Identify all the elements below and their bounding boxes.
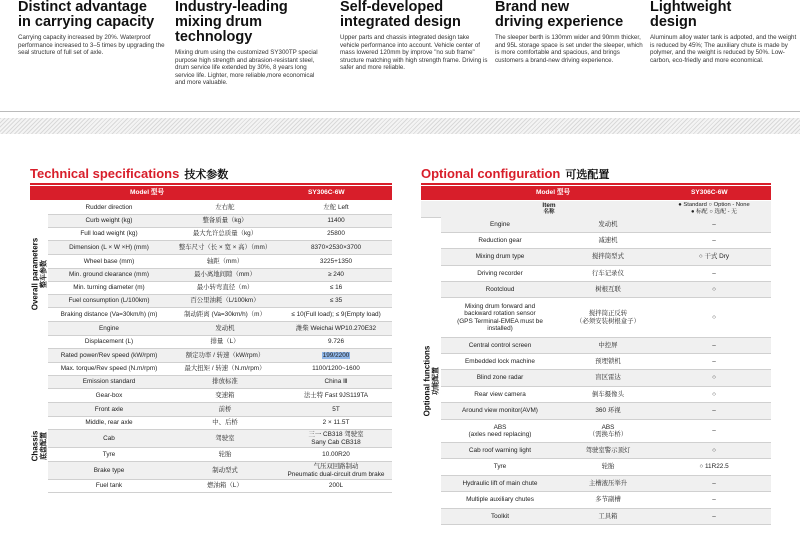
table-row	[441, 354, 771, 370]
feature-block	[18, 0, 168, 57]
feature-title-line: Lightweight	[650, 0, 732, 15]
option-name-en: ABS (axles need replacing)	[468, 423, 532, 438]
option-name-cn: 行车记录仪	[592, 269, 624, 277]
tech-head-value: SY306C-6W	[308, 189, 345, 196]
spec-name-cn: 制动距离 (Va=30km/h)（m）	[184, 310, 266, 318]
tech-group-overall	[30, 202, 48, 346]
feature-desc: Carrying capacity increased by 20%. Waterproof performance increased to 3–5 times by upgrading the seal structure of full set of axle.	[18, 34, 165, 57]
option-name-en: Reduction gear	[478, 236, 522, 244]
table-row	[441, 459, 771, 476]
option-value: ○	[712, 285, 716, 293]
opt-sub-item-cn: 名称	[543, 209, 555, 215]
option-value: ○	[712, 390, 716, 398]
opt-sub-item-en: Item	[542, 201, 556, 209]
option-value: –	[712, 220, 716, 228]
spec-name-cn: 燃油箱（L）	[207, 482, 243, 490]
option-name-en: Engine	[490, 220, 510, 228]
feature-title-line: driving experience	[495, 14, 624, 30]
feature-desc: Upper parts and chassis integrated design take vehicle performance into account. Vehicle center of mass lowered 120mm by improve "no sub frame" structure matching with high strength frame. Driving is safer and more reliable.	[340, 34, 488, 72]
spec-name-en: Gear-box	[95, 391, 123, 399]
feature-title-line: in carrying capacity	[18, 14, 155, 30]
table-row	[48, 241, 392, 255]
spec-name-en: Min. ground clearance (mm)	[69, 271, 149, 279]
spec-name-cn: 整车尺寸（长 × 宽 × 高）（mm）	[178, 243, 272, 251]
spec-name-en: Brake type	[93, 466, 125, 474]
spec-name-en: Rated power/Rev speed (kW/rpm)	[60, 351, 158, 359]
tech-title	[30, 166, 228, 182]
spec-name-en: Tyre	[102, 450, 116, 458]
spec-name-en: Min. turning diameter (m)	[73, 284, 145, 292]
table-row	[48, 363, 392, 376]
hatch-band	[0, 118, 800, 134]
spec-value: 三一 CB318 驾驶室 Sany Cab CB318	[308, 431, 364, 446]
tech-group-chassis-cn: 底盘配置	[40, 431, 47, 460]
feature-title	[495, 0, 645, 30]
table-row	[441, 233, 771, 249]
option-name-en: Rootcloud	[485, 285, 515, 293]
table-row	[48, 336, 392, 349]
table-row	[48, 269, 392, 282]
spec-name-en: Middle, rear axle	[85, 419, 133, 427]
spec-value: China Ⅲ	[324, 378, 348, 386]
option-name-cn: 主槽液压举升	[588, 479, 628, 487]
table-row	[48, 480, 392, 493]
option-value: ○ 干式 Dry	[698, 253, 730, 261]
spec-value: ≤ 35	[329, 297, 343, 305]
table-row	[441, 443, 771, 459]
option-name-en: Cab roof warning light	[468, 446, 532, 454]
opt-sub-item	[441, 201, 657, 217]
spec-value: 潍柴 Weichai WP10.270E32	[295, 324, 377, 332]
opt-subheader	[421, 201, 771, 218]
table-row	[48, 349, 392, 363]
feature-desc: Mixing drum using the customized SY300TP special purpose high strength and abrasion-resistant steel, drum service life extended by 30%, 8 years long service life. Lighter, more reliable,more economical and more valuable.	[175, 49, 318, 87]
option-name-cn: 驾驶室警示顶灯	[585, 446, 631, 454]
spec-value: ≥ 240	[328, 271, 344, 279]
spec-value: 10.00R20	[322, 450, 350, 458]
spec-value: 法士特 Fast 9JS119TA	[303, 391, 369, 399]
option-value: –	[712, 236, 716, 244]
feature-title	[175, 0, 325, 45]
table-row	[48, 389, 392, 403]
spec-name-cn: 中、后桥	[212, 419, 238, 427]
option-name-en: Tyre	[493, 463, 507, 471]
option-name-cn: 中控屏	[598, 341, 618, 349]
tech-head-model: Model 型号	[130, 189, 165, 196]
spec-name-en: Fuel consumption (L/100km)	[68, 297, 150, 305]
table-row	[48, 215, 392, 228]
spec-name-cn: 最大允许总质量（kg）	[192, 230, 258, 238]
spec-name-cn: 百公里油耗（L/100km）	[190, 297, 260, 305]
table-row	[441, 370, 771, 387]
feature-title	[340, 0, 490, 30]
table-row	[48, 417, 392, 430]
opt-legend	[657, 201, 771, 217]
table-row	[48, 295, 392, 308]
option-value: ○	[712, 313, 716, 321]
opt-head-model: Model 型号	[536, 189, 571, 196]
tech-group-chassis-en: Chassis	[30, 430, 39, 461]
tech-group-overall-cn: 整车参数	[40, 260, 47, 288]
tech-header	[30, 186, 392, 200]
table-row	[441, 282, 771, 298]
feature-block	[175, 0, 325, 87]
option-name-cn: 倒车摄像头	[592, 390, 624, 398]
option-name-cn: 360 环视	[595, 407, 621, 415]
option-name-en: Around view monitor(AVM)	[462, 407, 538, 415]
opt-group-en: Optional functions	[422, 345, 432, 417]
table-row	[48, 430, 392, 448]
option-name-cn: 搅拌筒型式	[592, 253, 624, 261]
feature-title	[18, 0, 168, 30]
feature-title-line: integrated design	[340, 14, 461, 30]
feature-title-line: Brand new	[495, 0, 570, 15]
feature-title-line: mixing drum technology	[175, 14, 263, 45]
spec-name-en: Max. torque/Rev speed (N.m/rpm)	[60, 365, 158, 373]
option-value: –	[712, 407, 716, 415]
tech-red-rule	[30, 183, 392, 185]
spec-name-en: Wheel base (mm)	[83, 257, 135, 265]
spec-name-en: Full load weight (kg)	[80, 230, 138, 238]
option-name-cn: 多节副槽	[595, 496, 621, 504]
option-name-cn: 树根互联	[595, 285, 621, 293]
table-row	[48, 282, 392, 295]
spec-value: 25800	[327, 230, 345, 238]
spec-name-cn: 最小离地间隙（mm）	[194, 271, 256, 279]
option-value: ○ 11R22.5	[699, 463, 729, 471]
feature-title	[650, 0, 800, 30]
table-row	[441, 217, 771, 233]
option-value: –	[712, 269, 716, 277]
feature-desc: The sleeper berth is 130mm wider and 90mm thicker, and 95L storage space is set under the sleeper, which is more comfortable and spacious, and brings customers a brand-new driving experience.	[495, 34, 643, 64]
option-value: –	[712, 512, 716, 520]
feature-block	[495, 0, 645, 64]
spec-value: 3225+1350	[319, 257, 353, 265]
spec-name-en: Dimension (L × W ×H) (mm)	[69, 243, 149, 251]
option-name-en: Mixing drum type	[475, 253, 525, 261]
spec-value: 200L	[328, 482, 344, 490]
spec-value: 8370×2530×3700	[310, 243, 362, 251]
spec-name-cn: 驾驶室	[215, 434, 235, 442]
opt-group-cn: 功能配置	[432, 367, 440, 396]
spec-name-en: Emission standard	[82, 378, 136, 386]
tech-title-en: Technical specifications	[30, 166, 180, 181]
table-row	[48, 403, 392, 417]
spec-value: 左舵 Left	[323, 204, 349, 212]
table-row	[441, 387, 771, 403]
option-name-en: Multiple auxiliary chutes	[466, 496, 534, 504]
option-value: ○	[712, 446, 716, 454]
spec-name-cn: 最大扭矩 / 转速（N.m/rpm）	[184, 365, 266, 373]
spec-value: ≤ 16	[329, 284, 343, 292]
opt-title-cn: 可选配置	[565, 169, 610, 181]
spec-value: 199/2200	[322, 351, 350, 359]
table-row	[441, 420, 771, 443]
option-value: –	[712, 427, 716, 435]
option-name-cn: 工具箱	[598, 512, 618, 520]
spec-name-cn: 制动型式	[212, 466, 238, 474]
feature-title-line: Industry-leading	[175, 0, 288, 15]
option-name-cn: 预埋锁机	[595, 357, 621, 365]
option-value: –	[712, 479, 716, 487]
option-name-cn: 减速机	[598, 236, 618, 244]
table-row	[441, 266, 771, 282]
option-name-en: Blind zone radar	[476, 374, 524, 382]
table-row	[48, 448, 392, 462]
spec-name-cn: 排放标准	[212, 378, 238, 386]
opt-group-functions	[421, 217, 441, 545]
spec-name-cn: 左右舵	[215, 204, 235, 212]
spec-name-en: Displacement (L)	[84, 338, 134, 346]
opt-red-rule	[421, 183, 771, 185]
opt-title	[421, 166, 609, 182]
table-row	[441, 509, 771, 525]
spec-value: ≤ 10(Full load); ≤ 9(Empty load)	[291, 310, 381, 318]
feature-block	[340, 0, 490, 72]
opt-header	[421, 186, 771, 200]
spec-name-en: Curb weight (kg)	[85, 217, 133, 225]
spec-value: 9.726	[328, 338, 344, 346]
table-row	[48, 376, 392, 389]
spec-name-en: Fuel tank	[95, 482, 123, 490]
tech-title-cn: 技术参数	[184, 169, 229, 181]
spec-name-cn: 前桥	[218, 405, 232, 413]
option-name-en: Mixing drum forward and backward rotation sensor (GPS Terminal-EMEA must be installed)	[457, 303, 543, 332]
spec-name-en: Front axle	[94, 405, 124, 413]
spec-name-cn: 发动机	[215, 324, 235, 332]
option-name-cn: 轮胎	[601, 463, 615, 471]
feature-title-line: design	[650, 14, 697, 30]
feature-title-line: Self-developed	[340, 0, 444, 15]
opt-head-value: SY306C-6W	[691, 189, 728, 196]
option-name-en: Rear view camera	[474, 390, 526, 398]
spec-name-cn: 整备质量（kg）	[202, 217, 248, 225]
table-row	[48, 255, 392, 269]
table-row	[48, 322, 392, 336]
option-name-en: Hydraulic lift of main chute	[462, 479, 538, 487]
spec-name-cn: 变速箱	[215, 391, 235, 399]
opt-legend-cn: ● 标配 ○ 选配 - 无	[691, 209, 737, 215]
spec-name-cn: 轮胎	[218, 450, 232, 458]
spec-name-en: Cab	[103, 434, 115, 442]
table-row	[441, 403, 771, 420]
tech-group-overall-en: Overall parameters	[30, 237, 39, 311]
spec-name-en: Rudder direction	[85, 204, 133, 212]
spec-name-en: Braking distance (Va=30km/h) (m)	[60, 310, 158, 318]
table-row	[441, 338, 771, 354]
table-row	[48, 202, 392, 215]
table-row	[441, 476, 771, 492]
option-value: ○	[712, 374, 716, 382]
option-name-cn: 盲区雷达	[595, 374, 621, 382]
table-row	[48, 228, 392, 241]
table-row	[48, 462, 392, 480]
spec-name-cn: 轴距（mm）	[206, 257, 244, 265]
table-row	[441, 492, 771, 509]
option-name-en: Toolkit	[490, 512, 510, 520]
option-name-en: Driving recorder	[477, 269, 523, 277]
feature-title-line: Distinct advantage	[18, 0, 147, 15]
spec-value: 2 × 11.5T	[322, 419, 350, 427]
feature-block	[650, 0, 800, 64]
table-row	[441, 249, 771, 266]
spec-name-cn: 排量（L）	[210, 338, 240, 346]
option-value: –	[712, 341, 716, 349]
spec-value: 1100/1200~1600	[312, 365, 360, 373]
spec-value: 气压双回路制动 Pneumatic dual-circuit drum brake	[287, 463, 385, 478]
table-row	[441, 298, 771, 338]
tech-group-chassis	[30, 346, 48, 545]
option-value: –	[712, 357, 716, 365]
opt-legend-en: ● Standard ○ Option - None	[678, 201, 750, 208]
option-value: –	[712, 496, 716, 504]
option-name-cn: ABS （需换车桥）	[588, 423, 628, 438]
spec-name-cn: 最小转弯直径（m）	[196, 284, 254, 292]
features-divider	[0, 111, 800, 112]
spec-value: 5T	[332, 405, 340, 413]
opt-title-en: Optional configuration	[421, 166, 561, 181]
spec-name-en: Engine	[99, 324, 119, 332]
table-row	[48, 308, 392, 322]
option-name-en: Central control screen	[468, 341, 532, 349]
option-name-cn: 搅拌筒正反转 （必须安装树根盒子）	[576, 310, 640, 325]
spec-value: 11400	[327, 217, 345, 225]
option-name-cn: 发动机	[598, 220, 618, 228]
feature-desc: Aluminum alloy water tank is adpoted, and the weight is reduced by 45%; The auxiliary chute is made by polymer, and the weight is reduced by 50%. Low-carbon, eco-friedly and more economical.	[650, 34, 797, 64]
option-name-en: Embedded lock machine	[465, 357, 535, 365]
spec-name-cn: 额定功率 / 转速（kW/rpm）	[185, 351, 265, 359]
